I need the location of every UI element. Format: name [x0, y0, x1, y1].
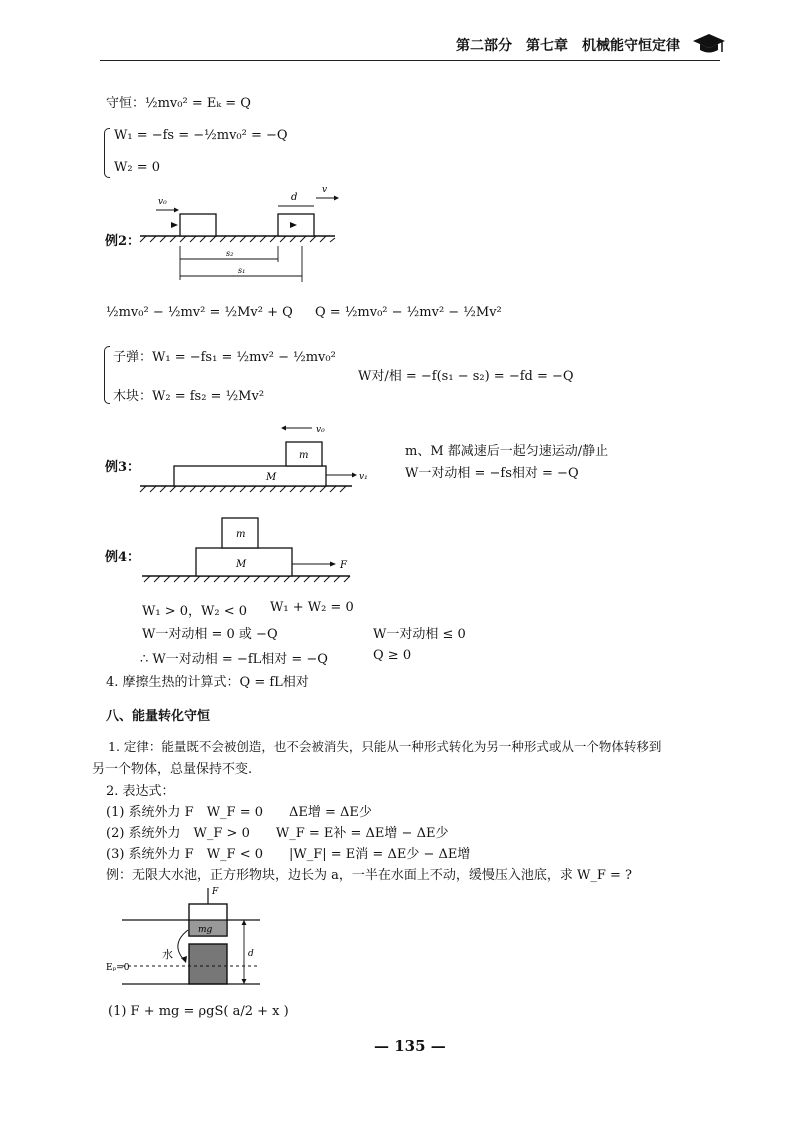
block-work-equation: 木块：W₂ = fs₂ = ½Mv²: [113, 389, 265, 404]
conservation-equation: 守恒：½mv₀² = Eₖ = Q: [106, 96, 251, 111]
example-2-q-equation: Q = ½mv₀² − ½mv² − ½Mv²: [315, 305, 502, 320]
board-M: [174, 466, 326, 486]
example-3-diagram: [140, 420, 380, 500]
s2-label: s₂: [226, 249, 234, 258]
friction-heat-formula: 4. 摩擦生热的计算式：Q = fL相对: [106, 675, 309, 690]
v-label: v: [322, 185, 328, 195]
pair-work-bound: W一对动相 ≤ 0: [373, 627, 466, 642]
brace: [104, 346, 110, 404]
block-left: [180, 214, 216, 236]
mg-label: mg: [198, 925, 213, 935]
example-3-note-1: m、M 都减速后一起匀速运动/静止: [405, 444, 609, 459]
v0-label: v₀: [158, 197, 167, 207]
work-sign-relation: W₁ > 0，W₂ < 0: [142, 604, 248, 619]
water-label: 水: [162, 948, 173, 961]
m-label: m: [299, 450, 309, 461]
expression-case-2: (2) 系统外力 W_F > 0 W_F = E补 = ΔE增 − ΔE少: [106, 826, 449, 841]
water-example-prompt: 例：无限大水池，正方形物块，边长为 a，一半在水面上不动，缓慢压入池底，求 W_F = ?: [106, 868, 633, 883]
d-label: d: [291, 192, 298, 203]
ep-label: Eₚ=0: [106, 963, 130, 973]
pair-work-conclusion: ∴ W一对动相 = −fL相对 = −Q: [140, 652, 328, 667]
expression-heading: 2. 表达式：: [106, 784, 175, 799]
expression-case-1: (1) 系统外力 F W_F = 0 ΔE增 = ΔE少: [106, 805, 372, 820]
M-label: M: [266, 472, 277, 483]
work-w2-equation: W₂ = 0: [114, 160, 161, 175]
water-pool-diagram: [106, 882, 270, 1002]
graduation-cap-icon: [692, 32, 726, 56]
header-rule: [100, 60, 720, 61]
expression-case-3: (3) 系统外力 F W_F < 0 |W_F| = E消 = ΔE少 − ΔE增: [106, 847, 471, 862]
law-paragraph-line-2: 另一个物体，总量保持不变.: [92, 762, 253, 777]
M-label: M: [236, 559, 247, 570]
law-paragraph-line-1: 1. 定律：能量既不会被创造，也不会被消失，只能从一种形式转化为另一种形式或从一个物体转移到: [108, 739, 662, 754]
buoyancy-equation: (1) F + mg = ρgS( a/2 + x ): [108, 1004, 289, 1019]
work-w1-equation: W₁ = −fs = −½mv₀² = −Q: [114, 128, 288, 143]
example-2-energy-equation: ½mv₀² − ½mv² = ½Mv² + Q: [106, 305, 293, 320]
pair-work-value: W一对动相 = 0 或 −Q: [142, 627, 278, 642]
example-4-diagram: [140, 514, 360, 594]
example-4-label: 例4：: [105, 550, 141, 565]
s1-label: s₁: [238, 266, 246, 275]
heat-nonnegative: Q ≥ 0: [373, 648, 412, 663]
page-header: 第二部分 第七章 机械能守恒定律: [456, 38, 680, 54]
v1-label: v₁: [359, 472, 368, 482]
example-3-note-2: W一对动相 = −fs相对 = −Q: [405, 466, 579, 481]
F-label: F: [212, 887, 219, 897]
example-2-diagram: [140, 184, 340, 284]
d-label: d: [248, 949, 254, 959]
brace: [104, 128, 110, 178]
pair-work-equation: W对/相 = −f(s₁ − s₂) = −fd = −Q: [358, 369, 574, 384]
bullet-work-equation: 子弹：W₁ = −fs₁ = ½mv² − ½mv₀²: [113, 350, 336, 365]
work-sum-relation: W₁ + W₂ = 0: [270, 600, 354, 615]
example-3-label: 例3：: [105, 460, 141, 475]
F-label: F: [340, 560, 347, 571]
section-8-title: 八、能量转化守恒: [106, 709, 211, 724]
cube-bottom: [189, 944, 227, 984]
page-number: — 135 —: [374, 1037, 446, 1055]
bullet-left: [171, 222, 178, 228]
example-2-label: 例2：: [105, 234, 141, 249]
m-label: m: [236, 529, 246, 540]
v0-label: v₀: [316, 425, 325, 435]
